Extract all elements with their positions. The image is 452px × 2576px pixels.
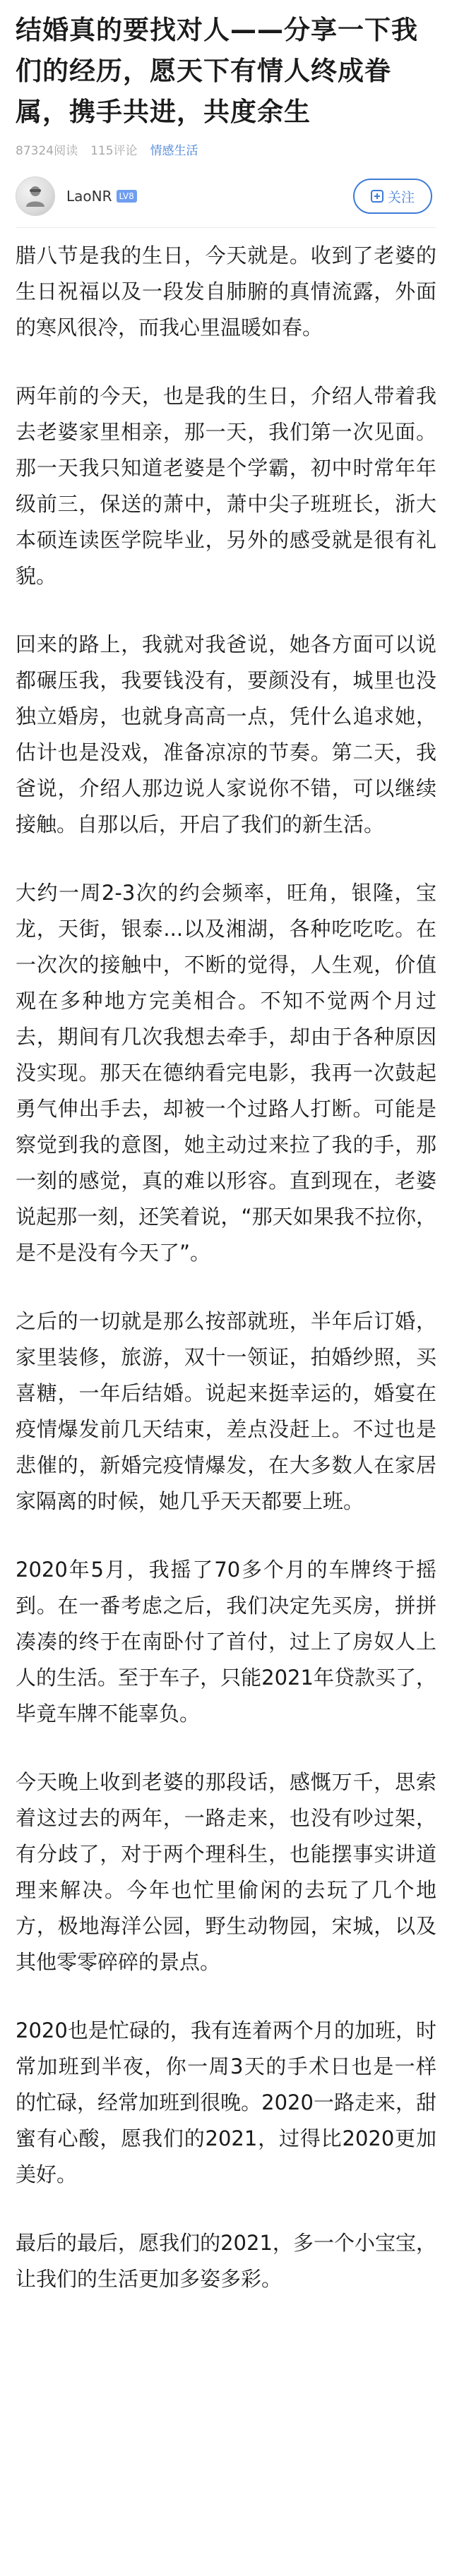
paragraph: 腊八节是我的生日，今天就是。收到了老婆的生日祝福以及一段发自肺腑的真情流露，外面的寒风很冷，而我心里温暖如春。 [16, 243, 436, 339]
comment-count[interactable]: 115评论 [90, 143, 138, 158]
article-title: 结婚真的要找对人——分享一下我们的经历，愿天下有情人终成眷属，携手共进，共度余生 [16, 15, 418, 127]
paragraph: 回来的路上，我就对我爸说，她各方面可以说都碾压我，我要钱没有，要颜没有，城里也没独立婚房，也就身高高一点，凭什么追求她，估计也是没戏，准备凉凉的节奏。第二天，我爸说，介绍人那边说人家说你不错，可以继续接触。自那以后，开启了我们的新生活。 [16, 632, 436, 836]
author-name[interactable]: LaoNR [66, 188, 112, 205]
paragraph: 之后的一切就是那么按部就班，半年后订婚，家里装修，旅游，双十一领证，拍婚纱照，买喜糖，一年后结婚。说起来挺幸运的，婚宴在疫情爆发前几天结束，差点没赶上。不过也是悲催的，新婚完疫情爆发，在大多数人在家居家隔离的时候，她几乎天天都要上班。 [16, 1309, 436, 1513]
article-meta [16, 140, 436, 158]
author-row [16, 175, 436, 217]
category-link[interactable]: 情感生活 [150, 143, 198, 158]
article-body [16, 238, 436, 2297]
follow-button[interactable] [353, 179, 432, 214]
paragraph: 大约一周2-3次的约会频率，旺角，银隆，宝龙，天街，银泰...以及湘湖，各种吃吃吃。在一次次的接触中，不断的觉得，人生观，价值观在多种地方完美相合。不知不觉两个月过去，期间有几次我想去牵手，却由于各种原因没实现。那天在德纳看完电影，我再一次鼓起勇气伸出手去，却被一个过路人打断。可能是察觉到我的意图，她主动过来拉了我的手，那一刻的感觉，真的难以形容。直到现在，老婆说起那一刻，还笑着说，“那天如果我不拉你，是不是没有今天了”。 [16, 881, 436, 1265]
follow-label: 关注 [387, 189, 415, 205]
header-divider [16, 227, 436, 228]
paragraph: 2020年5月，我摇了70多个月的车牌终于摇到。在一番考虑之后，我们决定先买房，拼拼凑凑的终于在南卧付了首付，过上了房奴人上人的生活。至于车子，只能2021年贷款买了，毕竟车牌不能辜负。 [16, 1558, 436, 1726]
paragraph: 2020也是忙碌的，我有连着两个月的加班，时常加班到半夜，你一周3天的手术日也是一样的忙碌，经常加班到很晚。2020一路走来，甜蜜有心酸，愿我们的2021，过得比2020更加美好。 [16, 2018, 436, 2186]
paragraph: 最后的最后，愿我们的2021，多一个小宝宝，让我们的生活更加多姿多彩。 [16, 2231, 436, 2291]
person-avatar-icon[interactable] [16, 176, 55, 216]
paragraph: 两年前的今天，也是我的生日，介绍人带着我去老婆家里相亲，那一天，我们第一次见面。那一天我只知道老婆是个学霸，初中时常年年级前三，保送的萧中，萧中尖子班班长，浙大本硕连读医学院毕业，另外的感受就是很有礼貌。 [16, 384, 436, 588]
avatar-figure [22, 183, 49, 210]
plus-icon [371, 190, 383, 203]
read-count: 87324阅读 [16, 143, 78, 158]
level-badge: LV8 [117, 190, 137, 203]
paragraph: 今天晚上收到老婆的那段话，感慨万千，思索着这过去的两年，一路走来，也没有吵过架，有分歧了，对于两个理科生，也能摆事实讲道理来解决。今年也忙里偷闲的去玩了几个地方，极地海洋公园，野生动物园，宋城，以及其他零零碎碎的景点。 [16, 1770, 436, 1974]
